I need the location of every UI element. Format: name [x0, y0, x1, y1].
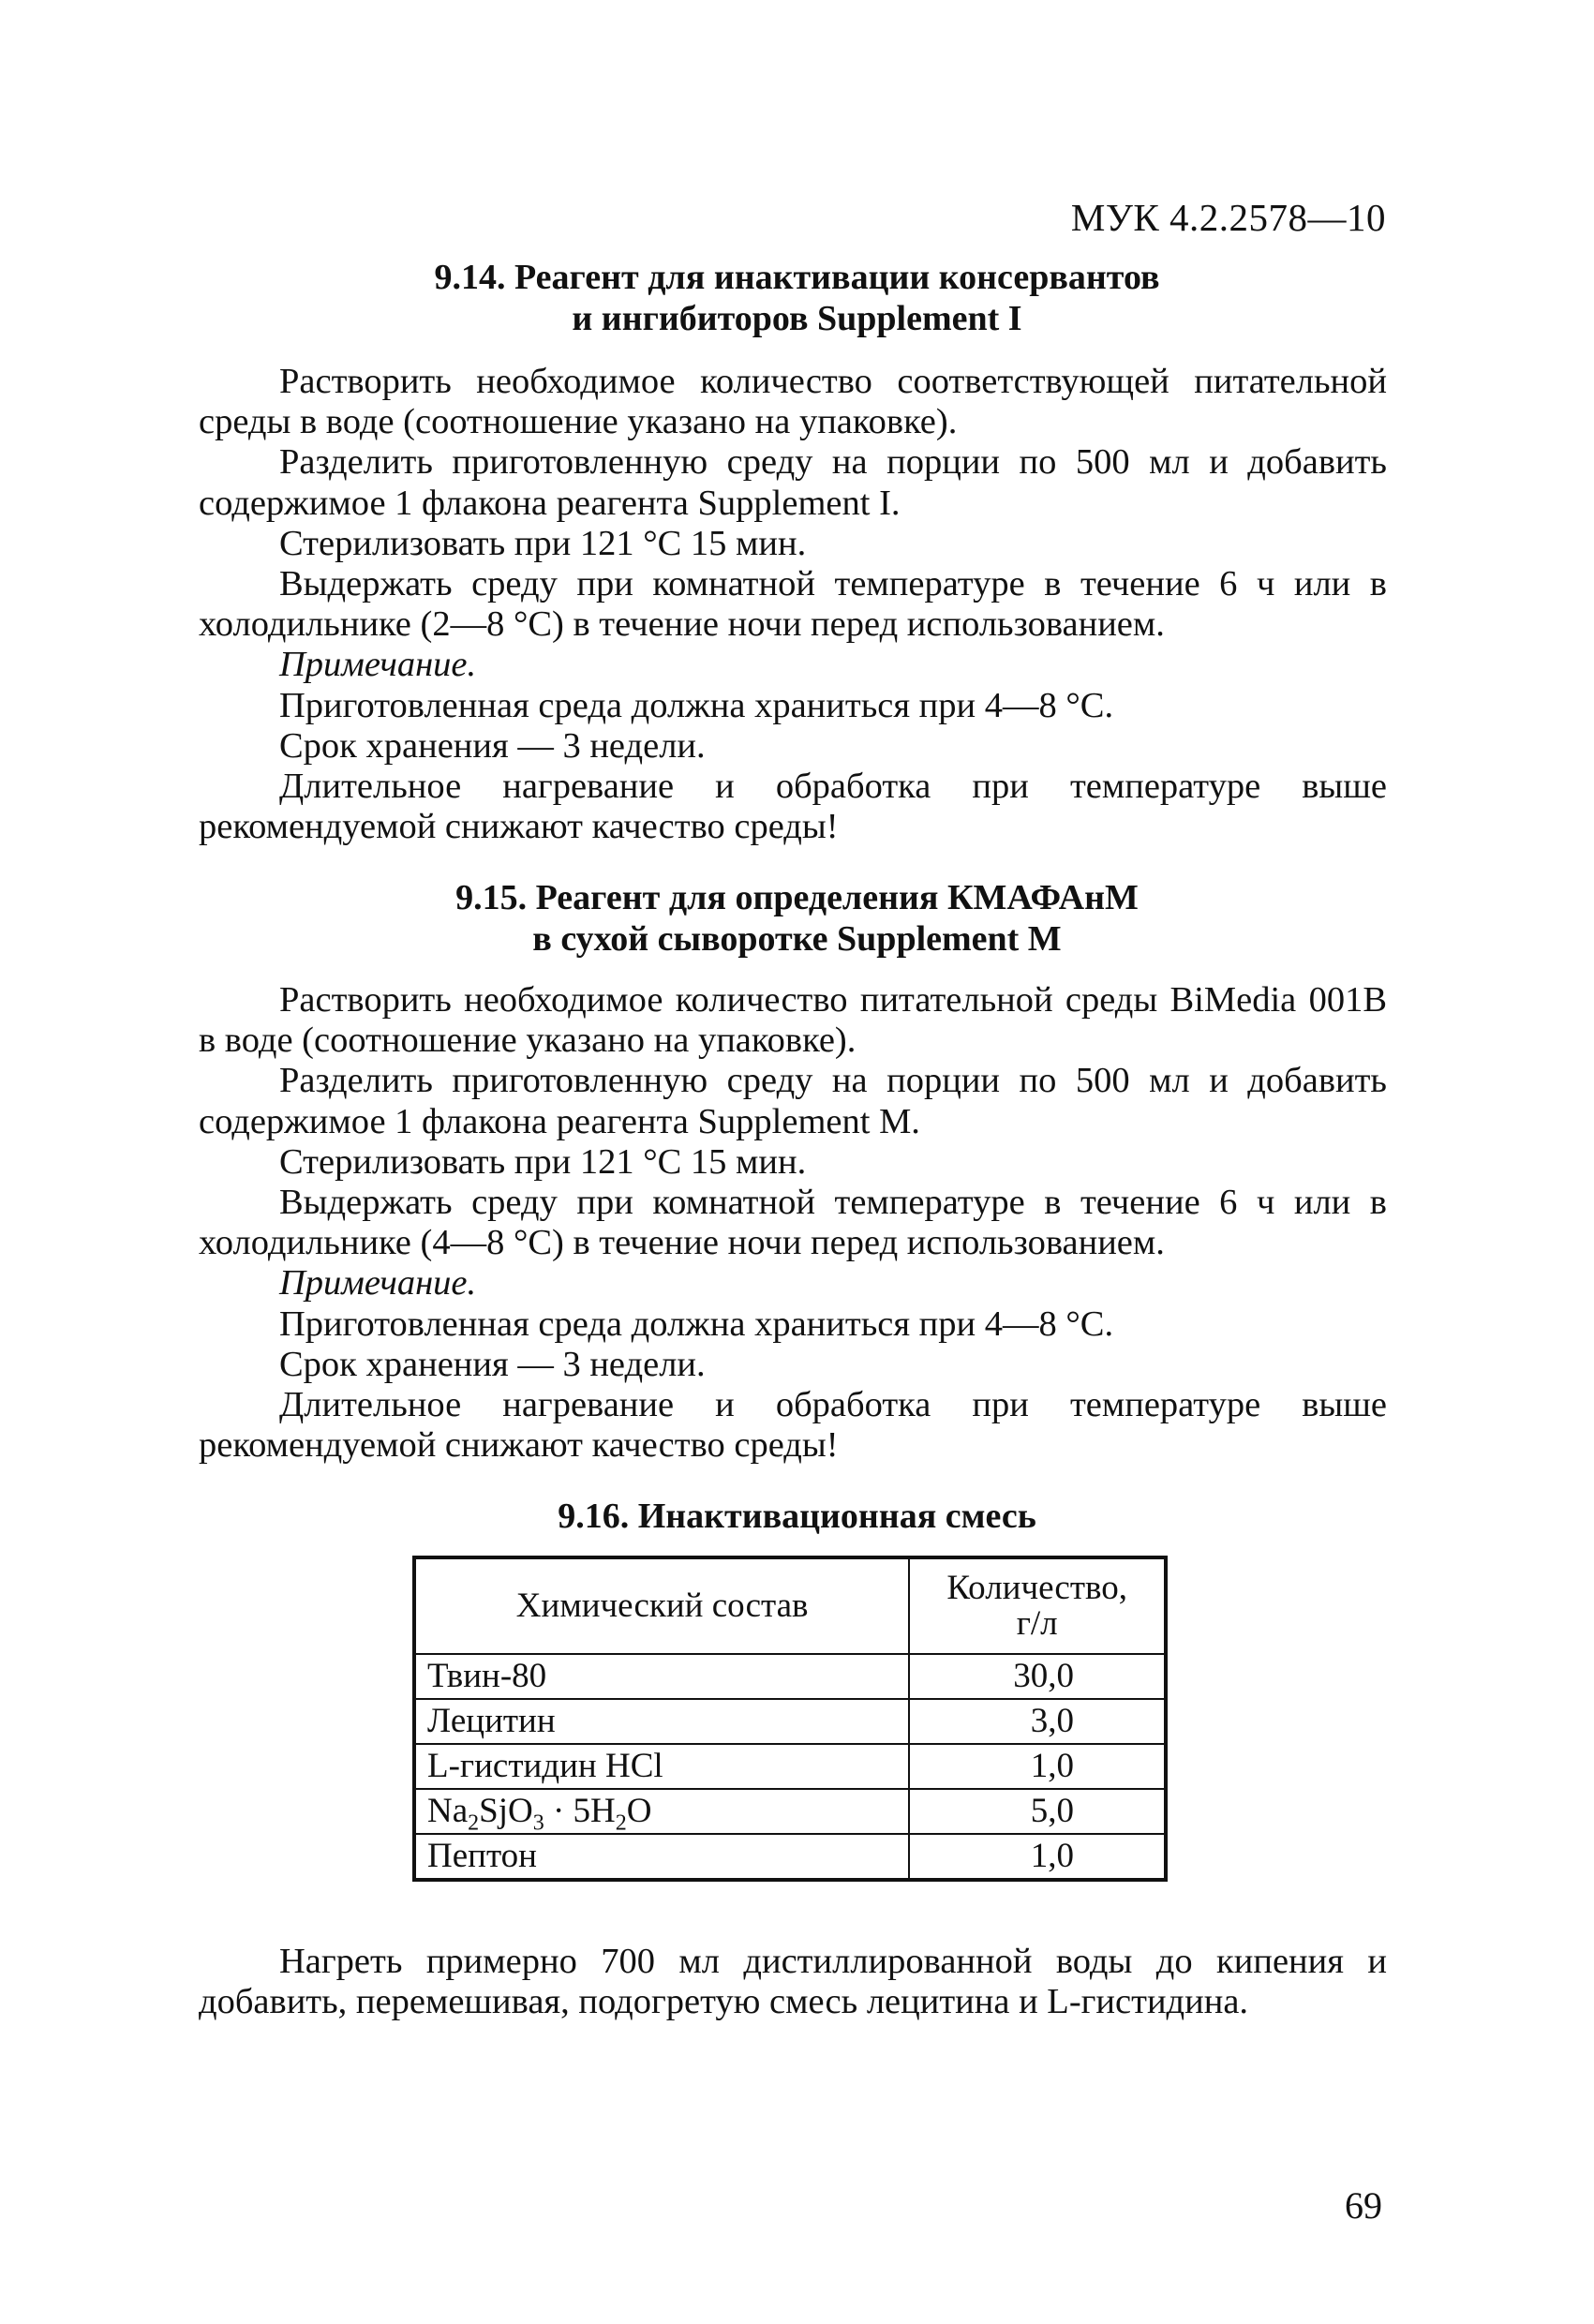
paragraph: Разделить приготовленную среду на порции по 500 мл и добавить содержимое 1 флакона реагента Supplement М.: [199, 1061, 1387, 1141]
ingredient-name: Пептон: [414, 1834, 909, 1880]
paragraph: Длительное нагревание и обработка при температуре выше рекомендуемой снижают качество среды!: [199, 1385, 1387, 1466]
section-body-9-14: [199, 362, 1387, 847]
paragraph: Выдержать среду при комнатной температуре в течение 6 ч или в холодильнике (2—8 °С) в течение ночи перед использованием.: [199, 564, 1387, 645]
table-row: [414, 1744, 1166, 1789]
note-label: Примечание.: [279, 645, 477, 685]
ingredient-name: Твин-80: [414, 1654, 909, 1699]
ingredient-amount: 1,0: [909, 1834, 1166, 1880]
formula-subscript: 3: [532, 1810, 544, 1836]
section-title-9-15: [0, 877, 1594, 960]
table-row: [414, 1789, 1166, 1834]
formula-part: SjO: [479, 1792, 533, 1830]
table-row: [414, 1654, 1166, 1699]
column-header-quantity-unit: г/л: [1016, 1604, 1058, 1643]
ingredient-amount: 5,0: [909, 1789, 1166, 1834]
section-title-line: 9.15. Реагент для определения КМАФАнМ: [455, 878, 1139, 917]
composition-table: [412, 1556, 1168, 1882]
table-row: [414, 1834, 1166, 1880]
paragraph: Срок хранения — 3 недели.: [279, 1344, 706, 1384]
section-title-line: 9.14. Реагент для инактивации консервантов: [434, 258, 1160, 297]
paragraph: Растворить необходимое количество соответствующей питательной среды в воде (соотношение указано на упаковке).: [199, 362, 1387, 442]
note-label: Примечание.: [279, 1263, 477, 1304]
paragraph: Стерилизовать при 121 °С 15 мин.: [279, 523, 807, 563]
column-header-quantity: [909, 1557, 1166, 1654]
section-title-line: 9.16. Инактивационная смесь: [558, 1497, 1036, 1536]
ingredient-amount: 3,0: [909, 1699, 1166, 1744]
paragraph: Растворить необходимое количество питательной среды BiMedia 001B в воде (соотношение указано на упаковке).: [199, 980, 1387, 1061]
ingredient-name-formula: [414, 1789, 909, 1834]
section-title-line: в сухой сыворотке Supplement М: [532, 919, 1062, 959]
closing-text: [199, 1942, 1387, 2022]
ingredient-name: L-гистидин НСl: [414, 1744, 909, 1789]
ingredient-amount: 1,0: [909, 1744, 1166, 1789]
running-head: МУК 4.2.2578—10: [1070, 196, 1386, 239]
formula-part: O: [626, 1792, 652, 1830]
section-title-line: и ингибиторов Supplement I: [572, 299, 1022, 338]
paragraph: Длительное нагревание и обработка при температуре выше рекомендуемой снижают качество среды!: [199, 767, 1387, 847]
paragraph: Приготовленная среда должна храниться при 4—8 °С.: [279, 1304, 1114, 1344]
table-row: [414, 1699, 1166, 1744]
paragraph: Срок хранения — 3 недели.: [279, 725, 706, 766]
paragraph: Нагреть примерно 700 мл дистиллированной воды до кипения и добавить, перемешивая, подогретую смесь лецитина и L-гистидина.: [199, 1942, 1387, 2022]
section-title-9-14: [0, 257, 1594, 339]
column-header-composition: Химический состав: [414, 1557, 909, 1654]
paragraph: Разделить приготовленную среду на порции по 500 мл и добавить содержимое 1 флакона реагента Supplement I.: [199, 442, 1387, 523]
column-header-quantity-label: Количество,: [946, 1569, 1127, 1607]
ingredient-name: Лецитин: [414, 1699, 909, 1744]
formula-subscript: 2: [468, 1810, 480, 1836]
formula-part: Na: [427, 1792, 469, 1830]
formula-part: · 5H: [544, 1792, 616, 1830]
section-title-9-16: [0, 1496, 1594, 1537]
page-number: 69: [1345, 2184, 1382, 2227]
table-header-row: [414, 1557, 1166, 1654]
paragraph: Стерилизовать при 121 °С 15 мин.: [279, 1141, 807, 1182]
ingredient-amount: 30,0: [909, 1654, 1166, 1699]
section-body-9-15: [199, 980, 1387, 1466]
formula-subscript: 2: [615, 1810, 627, 1836]
paragraph: Выдержать среду при комнатной температуре в течение 6 ч или в холодильнике (4—8 °С) в течение ночи перед использованием.: [199, 1183, 1387, 1263]
paragraph: Приготовленная среда должна храниться при 4—8 °С.: [279, 685, 1114, 725]
